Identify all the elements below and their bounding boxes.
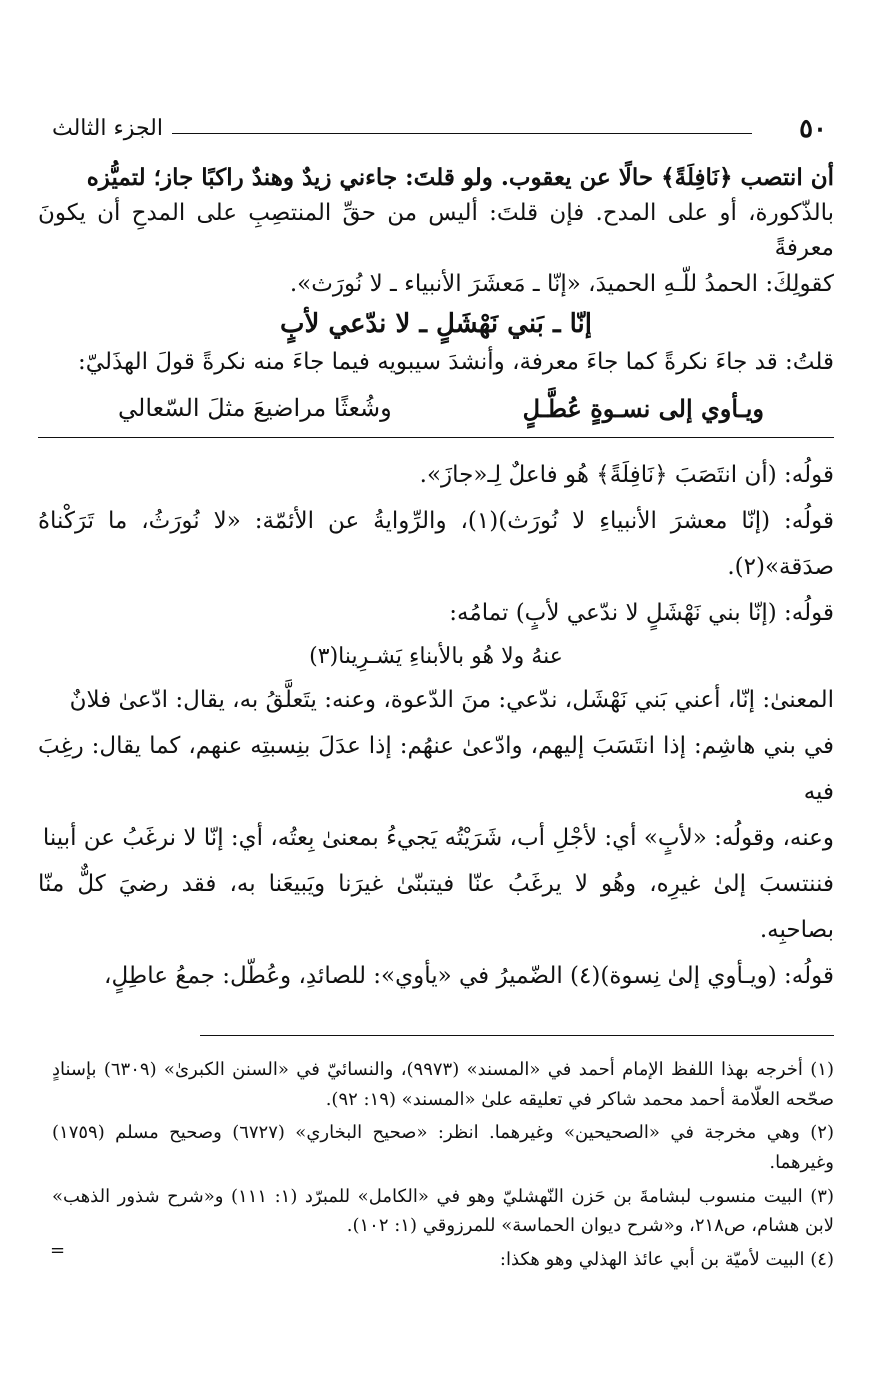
main-line: أن انتصب ﴿نَافِلَةً﴾ حالًا عن يعقوب. ولو قلتَ: جاءني زيدٌ وهندٌ راكبًا جاز؛ لتميُّزه	[86, 164, 834, 191]
poem-hemistich-left: وشُعثًا مراضيعَ مثلَ السّعالي	[118, 394, 392, 423]
commentary-divider	[38, 437, 834, 438]
commentary-line: فننتسبَ إلىٰ غيرِه، وهُو لا يرغَبُ عنّا فيتبنّىٰ غيرَنا ويَبيعَنا به، فقد رضيَ كلٌّ منّا بصاحبِه.	[38, 871, 834, 944]
main-text	[38, 160, 834, 999]
commentary-line: وعنه، وقولُه: «لأبٍ» أي: لأجْلِ أب، شَرَيْتُه يَجيءُ بمعنىٰ بِعتُه، أي: إنّا لا نرغَبُ عن أبينا	[42, 825, 834, 852]
continuation-mark: =	[50, 1240, 66, 1261]
footnote: (١) أخرجه بهذا اللفظ الإمام أحمد في «المسند» (٩٩٧٣)، والنسائيّ في «السنن الكبرىٰ» (٦٣٠٩) بإسنادٍ صحّحه العلّامة أحمد محمد شاكر في تعليقه علىٰ «المسند» (١٩: ٩٢).	[52, 1059, 834, 1110]
footnote: (٣) البيت منسوب لبشامةَ بن حَزن النّهشليّ وهو في «الكامل» للمبرّد (١: ١١١) و«شرح شذور الذهب» لابن هشام، ص٢١٨، و«شرح ديوان الحماسة» للمرزوقي (١: ١٠٢).	[52, 1185, 834, 1237]
main-line: كقولِكَ: الحمدُ للّـهِ الحميدَ، «إنّا ـ مَعشَرَ الأنبياء ـ لا نُورَث».	[289, 270, 834, 297]
footnotes	[52, 1055, 834, 1279]
commentary-line: قولُه: (ويـأوي إلىٰ نِسوة)(٤) الضّميرُ في «يأوي»: للصائدِ، وعُطّل: جمعُ عاطِلٍ،	[104, 963, 834, 990]
quoted-verse: إنّا ـ بَني نَهْشَلٍ ـ لا ندّعي لأبٍ	[279, 308, 593, 339]
main-line: قلتُ: قد جاءَ نكرةً كما جاءَ معرفة، وأنشدَ سيبويه فيما جاءَ منه نكرةً قولَ الهذَليّ:	[78, 348, 834, 375]
running-title: الجزء الثالث	[52, 116, 163, 141]
page-number: ٥٠	[799, 114, 827, 144]
centered-verse: عنهُ ولا هُو بالأبناءِ يَشـرِينا(٣)	[309, 644, 563, 670]
commentary-line: في بني هاشِم: إذا انتَسَبَ إليهم، وادّعىٰ عنهُم: إذا عدَلَ بنِسبتِه عنهم، كما يقال: رغِبَ فيه	[38, 733, 834, 806]
poem-hemistich-right: ويـأوي إلى نسـوةٍ عُطَّـلٍ	[522, 394, 764, 424]
header-rule	[172, 133, 752, 134]
commentary-line: قولُه: (إنّا معشرَ الأنبياءِ لا نُورَث)(١)، والرِّوايةُ عن الأئمّة: «لا نُورَثُ، ما تَرَكْناهُ صدَقة»(٢).	[38, 508, 834, 581]
footnote: (٢) وهي مخرجة في «الصحيحين» وغيرهما. انظر: «صحيح البخاري» (٦٧٢٧) وصحيح مسلم (١٧٥٩) وغيرهما.	[52, 1122, 834, 1174]
commentary-line: قولُه: (أن انتَصَبَ ﴿نَافِلَةً﴾ هُو فاعلٌ لِـ«جازَ».	[419, 462, 834, 489]
main-line: بالذّكورة، أو على المدح. فإن قلتَ: أليس من حقِّ المنتصِبِ على المدحِ أن يكونَ معرفةً	[38, 199, 834, 262]
commentary-line: المعنىٰ: إنّا، أعني بَني نَهْشَل، ندّعي: منَ الدّعوة، وعنه: يتَعلَّقُ به، يقال: ادّعىٰ فلانٌ	[69, 687, 834, 714]
commentary	[38, 452, 834, 999]
poem-verse	[118, 394, 764, 423]
page-header	[52, 112, 827, 152]
footnote-divider	[200, 1035, 834, 1036]
footnote: (٤) البيت لأميّة بن أبي عائذ الهذلي وهو هكذا:	[499, 1249, 834, 1271]
commentary-line: قولُه: (إنّا بني نَهْشَلٍ لا ندّعي لأبٍ) تمامُه:	[449, 600, 834, 627]
